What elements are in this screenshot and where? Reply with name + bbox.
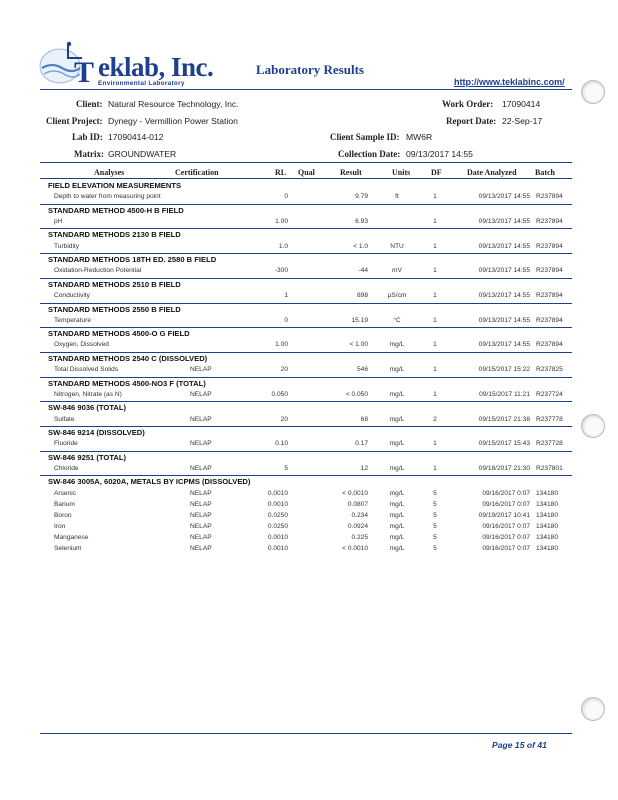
cell-analysis: Total Dissolved Solids bbox=[54, 366, 119, 374]
col-rl: RL bbox=[275, 168, 287, 177]
cell-units: mg/L bbox=[389, 500, 405, 508]
report-date-value: 22-Sep-17 bbox=[502, 116, 543, 126]
header-divider bbox=[40, 89, 572, 90]
cell-result: 6.93 bbox=[355, 217, 368, 225]
cell-result: 9.79 bbox=[355, 193, 368, 201]
cell-batch: R237894 bbox=[536, 193, 563, 201]
client-value: Natural Resource Technology, Inc. bbox=[108, 99, 239, 109]
section-divider bbox=[40, 327, 572, 328]
cell-batch: 134180 bbox=[536, 533, 559, 541]
cell-units: mg/L bbox=[389, 533, 405, 541]
cell-df: 2 bbox=[433, 415, 437, 423]
punch-hole bbox=[581, 697, 605, 721]
cell-cert: NELAP bbox=[190, 533, 212, 541]
section-divider bbox=[40, 204, 572, 205]
cell-rl: 1.00 bbox=[275, 341, 288, 349]
svg-text:T: T bbox=[74, 56, 95, 86]
section-divider bbox=[40, 352, 572, 353]
cell-units: °C bbox=[393, 316, 401, 324]
cell-cert: NELAP bbox=[190, 500, 212, 508]
logo-drop-graphic bbox=[38, 38, 98, 86]
cell-cert: NELAP bbox=[190, 415, 212, 423]
cell-batch: 134180 bbox=[536, 544, 559, 552]
cell-batch: R237801 bbox=[536, 464, 563, 472]
section-divider bbox=[40, 426, 572, 427]
cell-batch: R237894 bbox=[536, 267, 563, 275]
section-divider bbox=[40, 377, 572, 378]
page-number: Page 15 of 41 bbox=[492, 740, 547, 750]
cell-date: 09/16/2017 0:07 bbox=[482, 522, 530, 530]
cell-rl: 1 bbox=[284, 292, 288, 299]
cell-batch: R237894 bbox=[536, 316, 563, 324]
cell-result: 0.225 bbox=[351, 533, 368, 541]
cell-rl: 0.0250 bbox=[267, 522, 288, 530]
sample-id-label: Client Sample ID: bbox=[330, 132, 400, 142]
section-divider bbox=[40, 475, 572, 476]
cell-cert: NELAP bbox=[190, 511, 212, 519]
section-divider bbox=[40, 278, 572, 279]
collection-date-label: Collection Date: bbox=[338, 149, 401, 159]
cell-units: mg/L bbox=[389, 440, 405, 448]
col-analyses: Analyses bbox=[94, 168, 125, 177]
cell-rl: 0.0250 bbox=[267, 511, 288, 519]
cell-date: 09/16/2017 0:07 bbox=[482, 489, 530, 497]
cell-rl: 0.0010 bbox=[267, 544, 288, 552]
cell-units: mV bbox=[392, 267, 402, 275]
cell-rl: 5 bbox=[284, 464, 288, 472]
cell-rl: 20 bbox=[280, 415, 288, 423]
cell-rl: 0.0010 bbox=[267, 489, 288, 497]
cell-analysis: Temperature bbox=[54, 316, 92, 324]
cell-date: 09/13/2017 14:55 bbox=[478, 341, 530, 349]
cell-result: 0.234 bbox=[351, 511, 368, 519]
cell-df: 1 bbox=[433, 267, 437, 275]
cell-rl: 0 bbox=[284, 193, 288, 201]
punch-hole bbox=[581, 414, 605, 438]
cell-df: 5 bbox=[433, 533, 437, 541]
cell-units: µS/cm bbox=[387, 292, 407, 299]
cell-df: 1 bbox=[433, 366, 437, 374]
cell-result: < 0.050 bbox=[345, 390, 368, 398]
cell-cert: NELAP bbox=[190, 544, 212, 552]
col-result: Result bbox=[340, 168, 362, 177]
cell-result: 15.19 bbox=[351, 316, 368, 324]
cell-analysis: Arsenic bbox=[54, 489, 76, 497]
section-divider bbox=[40, 451, 572, 452]
section-divider bbox=[40, 228, 572, 229]
cell-cert: NELAP bbox=[190, 440, 212, 448]
cell-result: < 0.0010 bbox=[342, 544, 368, 552]
col-date-analyzed: Date Analyzed bbox=[467, 168, 517, 177]
section-title: FIELD ELEVATION MEASUREMENTS bbox=[48, 181, 182, 190]
cell-date: 09/19/2017 10:41 bbox=[478, 511, 530, 519]
cell-date: 09/15/2017 15:22 bbox=[478, 366, 530, 374]
cell-batch: 134180 bbox=[536, 489, 559, 497]
cell-result: 898 bbox=[356, 292, 368, 299]
cell-batch: R237894 bbox=[536, 242, 563, 250]
cell-date: 09/13/2017 14:55 bbox=[478, 217, 530, 225]
cell-date: 09/15/2017 21:38 bbox=[478, 415, 530, 423]
cell-units: mg/L bbox=[389, 366, 405, 374]
cell-units: mg/L bbox=[389, 544, 405, 552]
cell-cert: NELAP bbox=[190, 464, 212, 472]
cell-date: 09/16/2017 0:07 bbox=[482, 500, 530, 508]
cell-date: 09/15/2017 15:43 bbox=[478, 440, 530, 448]
cell-rl: 1.0 bbox=[278, 242, 288, 250]
client-label: Client: bbox=[76, 99, 103, 109]
logo-subtitle: Environmental Laboratory bbox=[98, 80, 185, 87]
cell-df: 5 bbox=[433, 489, 437, 497]
project-label: Client Project: bbox=[46, 116, 103, 126]
cell-analysis: Manganese bbox=[54, 533, 89, 541]
cell-date: 09/13/2017 14:55 bbox=[478, 292, 530, 299]
work-order-label: Work Order: bbox=[442, 99, 494, 109]
cell-analysis: Nitrogen, Nitrate (as N) bbox=[54, 390, 122, 398]
col-df: DF bbox=[431, 168, 442, 177]
project-value: Dynegy - Vermillion Power Station bbox=[108, 116, 238, 126]
footer-divider bbox=[40, 733, 572, 734]
cell-result: < 1.00 bbox=[349, 341, 368, 349]
page-title: Laboratory Results bbox=[256, 62, 364, 77]
cell-units: mg/L bbox=[389, 341, 405, 349]
cell-batch: R237728 bbox=[536, 440, 563, 448]
cell-result: < 0.0010 bbox=[342, 489, 368, 497]
cell-rl: 1.00 bbox=[275, 217, 288, 225]
cell-date: 09/16/2017 0:07 bbox=[482, 533, 530, 541]
section-title: STANDARD METHODS 2550 B FIELD bbox=[48, 304, 181, 314]
columns-top-divider bbox=[40, 162, 572, 163]
cell-rl: 0 bbox=[284, 316, 288, 324]
cell-analysis: Iron bbox=[54, 522, 66, 530]
cell-units: mg/L bbox=[389, 464, 405, 472]
cell-analysis: Boron bbox=[54, 511, 72, 519]
cell-df: 1 bbox=[433, 464, 437, 472]
cell-units: mg/L bbox=[389, 390, 405, 398]
cell-rl: -300 bbox=[274, 267, 288, 275]
cell-cert: NELAP bbox=[190, 522, 212, 530]
cell-date: 09/13/2017 14:55 bbox=[478, 193, 530, 201]
cell-date: 09/18/2017 21:30 bbox=[478, 464, 530, 472]
cell-date: 09/13/2017 14:55 bbox=[478, 267, 530, 275]
cell-batch: R237724 bbox=[536, 390, 563, 398]
cell-result: 546 bbox=[356, 366, 368, 374]
cell-rl: 20 bbox=[280, 366, 288, 374]
section-title: SW-846 9214 (DISSOLVED) bbox=[48, 428, 145, 437]
cell-result: 0.0807 bbox=[347, 500, 368, 508]
col-units: Units bbox=[392, 168, 411, 177]
cell-batch: 134180 bbox=[536, 500, 559, 508]
cell-result: 0.17 bbox=[355, 440, 368, 448]
cell-df: 1 bbox=[433, 292, 437, 299]
cell-date: 09/13/2017 14:55 bbox=[478, 316, 530, 324]
cell-df: 1 bbox=[433, 193, 437, 201]
cell-analysis: Oxidation-Reduction Potential bbox=[54, 267, 142, 275]
cell-result: < 1.0 bbox=[353, 242, 368, 250]
section-title: STANDARD METHODS 2130 B FIELD bbox=[48, 230, 181, 240]
logo-name: eklab, Inc. bbox=[98, 52, 214, 82]
cell-units: mg/L bbox=[389, 522, 405, 530]
cell-batch: R237894 bbox=[536, 217, 563, 225]
sample-id-value: MW6R bbox=[406, 132, 433, 142]
punch-hole bbox=[581, 80, 605, 104]
cell-rl: 0.0010 bbox=[267, 533, 288, 541]
cell-rl: 0.10 bbox=[275, 440, 288, 448]
col-certification: Certification bbox=[175, 168, 219, 177]
cell-result: 12 bbox=[360, 464, 368, 472]
cell-analysis: Depth to water from measuring point bbox=[54, 193, 161, 201]
col-qual: Qual bbox=[298, 168, 315, 177]
cell-result: 68 bbox=[360, 415, 368, 423]
cell-date: 09/16/2017 0:07 bbox=[482, 544, 530, 552]
cell-result: -44 bbox=[358, 267, 368, 275]
section-title: STANDARD METHODS 2540 C (DISSOLVED) bbox=[48, 353, 208, 363]
cell-units: ft bbox=[395, 193, 399, 201]
cell-analysis: Fluoride bbox=[54, 440, 78, 448]
lab-id-label: Lab ID: bbox=[72, 132, 103, 142]
cell-df: 5 bbox=[433, 511, 437, 519]
cell-df: 5 bbox=[433, 522, 437, 530]
cell-batch: R237894 bbox=[536, 341, 563, 349]
matrix-label: Matrix: bbox=[74, 149, 104, 159]
cell-df: 5 bbox=[433, 500, 437, 508]
cell-units: mg/L bbox=[389, 489, 405, 497]
cell-df: 1 bbox=[433, 217, 437, 225]
cell-cert: NELAP bbox=[190, 390, 212, 398]
cell-units: mg/L bbox=[389, 511, 405, 519]
cell-result: 0.0924 bbox=[347, 522, 368, 530]
cell-rl: 0.050 bbox=[271, 390, 288, 398]
cell-units: NTU bbox=[390, 242, 404, 250]
col-batch: Batch bbox=[535, 168, 555, 177]
collection-date-value: 09/13/2017 14:55 bbox=[406, 149, 473, 159]
cell-analysis: Sulfate bbox=[54, 415, 75, 423]
cell-analysis: Barium bbox=[54, 500, 75, 508]
company-logo bbox=[38, 38, 214, 88]
cell-batch: R237778 bbox=[536, 415, 563, 423]
cell-batch: R237825 bbox=[536, 366, 563, 374]
work-order-value: 17090414 bbox=[502, 99, 541, 109]
cell-df: 1 bbox=[433, 242, 437, 250]
cell-batch: 134180 bbox=[536, 511, 559, 519]
cell-cert: NELAP bbox=[190, 489, 212, 497]
section-title: STANDARD METHOD 4500-H B FIELD bbox=[48, 205, 184, 215]
cell-df: 1 bbox=[433, 316, 437, 324]
section-divider bbox=[40, 401, 572, 402]
cell-df: 1 bbox=[433, 390, 437, 398]
cell-df: 1 bbox=[433, 440, 437, 448]
cell-cert: NELAP bbox=[190, 366, 212, 374]
cell-analysis: Oxygen, Dissolved bbox=[54, 341, 109, 349]
section-divider bbox=[40, 303, 572, 304]
cell-analysis: Conductivity bbox=[54, 292, 90, 299]
section-title: SW-846 9036 (TOTAL) bbox=[48, 403, 127, 413]
section-title: STANDARD METHODS 18TH ED. 2580 B FIELD bbox=[48, 255, 217, 265]
cell-batch: 134180 bbox=[536, 522, 559, 530]
cell-analysis: Chloride bbox=[54, 464, 79, 472]
report-date-label: Report Date: bbox=[446, 116, 497, 126]
cell-date: 09/13/2017 14:55 bbox=[478, 242, 530, 250]
section-title: SW-846 9251 (TOTAL) bbox=[48, 452, 127, 462]
section-title: SW-846 3005A, 6020A, METALS BY ICPMS (DISSOLVED) bbox=[48, 477, 251, 487]
cell-df: 5 bbox=[433, 544, 437, 552]
columns-bottom-divider bbox=[40, 178, 572, 179]
section-title: STANDARD METHODS 4500-NO3 F (TOTAL) bbox=[48, 378, 206, 388]
section-title: STANDARD METHODS 2510 B FIELD bbox=[48, 279, 181, 289]
website-link[interactable]: http://www.teklabinc.com/ bbox=[454, 77, 565, 87]
cell-analysis: Turbidity bbox=[54, 242, 80, 250]
cell-rl: 0.0010 bbox=[267, 500, 288, 508]
matrix-value: GROUNDWATER bbox=[108, 149, 177, 159]
section-divider bbox=[40, 253, 572, 254]
section-title: STANDARD METHODS 4500-O G FIELD bbox=[48, 329, 190, 339]
cell-df: 1 bbox=[433, 341, 437, 349]
cell-batch: R237894 bbox=[536, 292, 563, 299]
cell-units: mg/L bbox=[389, 415, 405, 423]
cell-analysis: Selenium bbox=[54, 544, 82, 552]
cell-date: 09/15/2017 11:21 bbox=[479, 390, 530, 398]
lab-id-value: 17090414-012 bbox=[108, 132, 164, 142]
cell-analysis: pH bbox=[54, 217, 63, 225]
